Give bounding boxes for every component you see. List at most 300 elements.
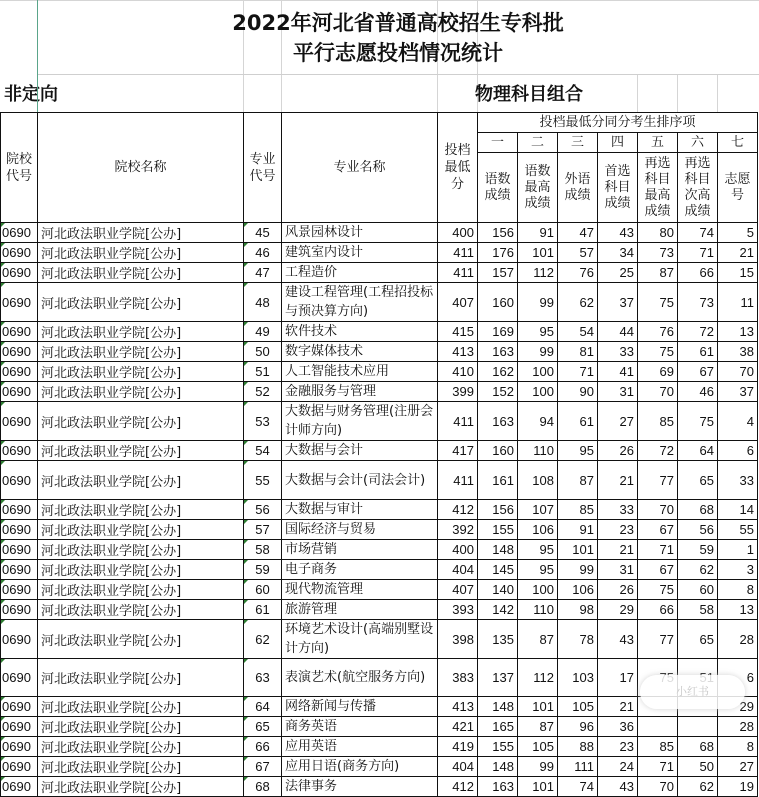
cell-major-name[interactable]: 工程造价 — [282, 263, 438, 283]
cell-tiebreak-3[interactable]: 71 — [558, 362, 598, 382]
cell-tiebreak-4[interactable]: 31 — [598, 382, 638, 402]
cell-tiebreak-6[interactable]: 75 — [678, 402, 718, 441]
cell-tiebreak-2[interactable]: 110 — [518, 600, 558, 620]
cell-min-score[interactable]: 398 — [438, 620, 478, 659]
cell-tiebreak-3[interactable]: 96 — [558, 717, 598, 737]
cell-major-name[interactable]: 旅游管理 — [282, 600, 438, 620]
cell-school-code[interactable]: 0690 — [1, 757, 38, 777]
cell-tiebreak-3[interactable]: 78 — [558, 620, 598, 659]
cell-tiebreak-6[interactable]: 64 — [678, 441, 718, 461]
cell-tiebreak-4[interactable]: 31 — [598, 560, 638, 580]
cell-tiebreak-3[interactable]: 99 — [558, 560, 598, 580]
cell-major-code[interactable]: 45 — [244, 223, 282, 243]
cell-tiebreak-4[interactable]: 41 — [598, 362, 638, 382]
cell-tiebreak-4[interactable]: 23 — [598, 737, 638, 757]
cell-tiebreak-5[interactable]: 85 — [638, 737, 678, 757]
cell-tiebreak-6[interactable]: 65 — [678, 620, 718, 659]
cell-major-name[interactable]: 软件技术 — [282, 322, 438, 342]
header-tiebreak-2[interactable]: 语数最高成绩 — [518, 153, 558, 223]
header-tiebreak-3[interactable]: 外语成绩 — [558, 153, 598, 223]
cell-major-code[interactable]: 56 — [244, 500, 282, 520]
cell-tiebreak-2[interactable]: 99 — [518, 757, 558, 777]
cell-tiebreak-2[interactable]: 94 — [518, 402, 558, 441]
cell-min-score[interactable]: 412 — [438, 500, 478, 520]
cell-tiebreak-2[interactable]: 95 — [518, 560, 558, 580]
cell-school-name[interactable]: 河北政法职业学院[公办] — [38, 697, 244, 717]
cell-tiebreak-3[interactable]: 88 — [558, 737, 598, 757]
header-major-name[interactable]: 专业名称 — [282, 113, 438, 223]
cell-tiebreak-6[interactable]: 68 — [678, 737, 718, 757]
cell-school-code[interactable]: 0690 — [1, 500, 38, 520]
cell-tiebreak-2[interactable]: 106 — [518, 520, 558, 540]
cell-school-code[interactable]: 0690 — [1, 520, 38, 540]
cell-tiebreak-6[interactable]: 66 — [678, 263, 718, 283]
cell-school-name[interactable]: 河北政法职业学院[公办] — [38, 520, 244, 540]
header-order-6[interactable]: 六 — [678, 133, 718, 153]
cell-tiebreak-3[interactable]: 54 — [558, 322, 598, 342]
cell-tiebreak-6[interactable]: 68 — [678, 500, 718, 520]
cell-tiebreak-7[interactable]: 29 — [718, 697, 758, 717]
cell-tiebreak-2[interactable]: 87 — [518, 620, 558, 659]
cell-tiebreak-3[interactable]: 98 — [558, 600, 598, 620]
header-tiebreak-1[interactable]: 语数成绩 — [478, 153, 518, 223]
cell-school-code[interactable]: 0690 — [1, 697, 38, 717]
cell-major-name[interactable]: 商务英语 — [282, 717, 438, 737]
header-order-3[interactable]: 三 — [558, 133, 598, 153]
cell-school-name[interactable]: 河北政法职业学院[公办] — [38, 560, 244, 580]
cell-tiebreak-3[interactable]: 47 — [558, 223, 598, 243]
cell-tiebreak-4[interactable]: 43 — [598, 223, 638, 243]
cell-tiebreak-3[interactable]: 57 — [558, 243, 598, 263]
cell-tiebreak-3[interactable]: 76 — [558, 263, 598, 283]
header-tiebreak-7[interactable]: 志愿号 — [718, 153, 758, 223]
cell-school-name[interactable]: 河北政法职业学院[公办] — [38, 362, 244, 382]
cell-tiebreak-3[interactable]: 106 — [558, 580, 598, 600]
cell-school-name[interactable]: 河北政法职业学院[公办] — [38, 540, 244, 560]
cell-tiebreak-6[interactable]: 71 — [678, 243, 718, 263]
cell-major-code[interactable]: 52 — [244, 382, 282, 402]
cell-tiebreak-2[interactable]: 108 — [518, 461, 558, 500]
cell-major-code[interactable]: 63 — [244, 659, 282, 697]
cell-tiebreak-7[interactable]: 8 — [718, 580, 758, 600]
cell-school-name[interactable]: 河北政法职业学院[公办] — [38, 737, 244, 757]
cell-tiebreak-1[interactable]: 137 — [478, 659, 518, 697]
cell-major-name[interactable]: 人工智能技术应用 — [282, 362, 438, 382]
cell-major-name[interactable]: 风景园林设计 — [282, 223, 438, 243]
cell-major-code[interactable]: 62 — [244, 620, 282, 659]
header-min-score[interactable]: 投档最低分 — [438, 113, 478, 223]
cell-tiebreak-1[interactable]: 176 — [478, 243, 518, 263]
cell-major-name[interactable]: 大数据与审计 — [282, 500, 438, 520]
cell-tiebreak-1[interactable]: 160 — [478, 283, 518, 322]
cell-school-name[interactable]: 河北政法职业学院[公办] — [38, 342, 244, 362]
header-tiebreak-6[interactable]: 再选科目次高成绩 — [678, 153, 718, 223]
cell-tiebreak-3[interactable]: 111 — [558, 757, 598, 777]
cell-tiebreak-7[interactable]: 19 — [718, 777, 758, 797]
cell-school-code[interactable]: 0690 — [1, 223, 38, 243]
cell-tiebreak-1[interactable]: 152 — [478, 382, 518, 402]
cell-tiebreak-3[interactable]: 91 — [558, 520, 598, 540]
cell-tiebreak-1[interactable]: 135 — [478, 620, 518, 659]
cell-min-score[interactable]: 417 — [438, 441, 478, 461]
cell-tiebreak-4[interactable]: 25 — [598, 263, 638, 283]
cell-tiebreak-3[interactable]: 95 — [558, 441, 598, 461]
cell-major-name[interactable]: 电子商务 — [282, 560, 438, 580]
cell-min-score[interactable]: 411 — [438, 461, 478, 500]
cell-tiebreak-3[interactable]: 61 — [558, 402, 598, 441]
cell-tiebreak-5[interactable]: 76 — [638, 322, 678, 342]
cell-min-score[interactable]: 411 — [438, 263, 478, 283]
cell-tiebreak-1[interactable]: 148 — [478, 757, 518, 777]
cell-major-code[interactable]: 54 — [244, 441, 282, 461]
cell-min-score[interactable]: 412 — [438, 777, 478, 797]
cell-tiebreak-5[interactable]: 70 — [638, 777, 678, 797]
cell-tiebreak-7[interactable]: 1 — [718, 540, 758, 560]
cell-school-code[interactable]: 0690 — [1, 382, 38, 402]
cell-major-code[interactable]: 60 — [244, 580, 282, 600]
cell-school-code[interactable]: 0690 — [1, 322, 38, 342]
cell-min-score[interactable]: 413 — [438, 697, 478, 717]
cell-min-score[interactable]: 411 — [438, 243, 478, 263]
cell-tiebreak-2[interactable]: 99 — [518, 283, 558, 322]
cell-tiebreak-4[interactable]: 27 — [598, 402, 638, 441]
cell-major-code[interactable]: 64 — [244, 697, 282, 717]
cell-tiebreak-7[interactable]: 15 — [718, 263, 758, 283]
cell-tiebreak-1[interactable]: 163 — [478, 342, 518, 362]
cell-tiebreak-5[interactable] — [638, 717, 678, 737]
cell-tiebreak-6[interactable]: 74 — [678, 223, 718, 243]
cell-tiebreak-4[interactable]: 44 — [598, 322, 638, 342]
cell-school-name[interactable]: 河北政法职业学院[公办] — [38, 461, 244, 500]
cell-tiebreak-4[interactable]: 26 — [598, 441, 638, 461]
cell-tiebreak-2[interactable]: 91 — [518, 223, 558, 243]
cell-tiebreak-4[interactable]: 33 — [598, 500, 638, 520]
cell-tiebreak-5[interactable]: 72 — [638, 441, 678, 461]
cell-major-code[interactable]: 61 — [244, 600, 282, 620]
cell-min-score[interactable]: 410 — [438, 362, 478, 382]
cell-school-code[interactable]: 0690 — [1, 560, 38, 580]
cell-tiebreak-4[interactable]: 34 — [598, 243, 638, 263]
cell-tiebreak-6[interactable]: 67 — [678, 362, 718, 382]
cell-school-code[interactable]: 0690 — [1, 461, 38, 500]
cell-tiebreak-6[interactable]: 46 — [678, 382, 718, 402]
cell-school-name[interactable]: 河北政法职业学院[公办] — [38, 600, 244, 620]
cell-min-score[interactable]: 407 — [438, 283, 478, 322]
cell-min-score[interactable]: 392 — [438, 520, 478, 540]
cell-tiebreak-5[interactable]: 80 — [638, 223, 678, 243]
cell-school-code[interactable]: 0690 — [1, 362, 38, 382]
cell-tiebreak-7[interactable]: 14 — [718, 500, 758, 520]
cell-school-name[interactable]: 河北政法职业学院[公办] — [38, 283, 244, 322]
cell-tiebreak-7[interactable]: 4 — [718, 402, 758, 441]
header-order-2[interactable]: 二 — [518, 133, 558, 153]
cell-school-code[interactable]: 0690 — [1, 342, 38, 362]
cell-tiebreak-3[interactable]: 103 — [558, 659, 598, 697]
cell-tiebreak-5[interactable]: 75 — [638, 283, 678, 322]
cell-tiebreak-2[interactable]: 101 — [518, 243, 558, 263]
sheet-title[interactable] — [37, 0, 759, 75]
cell-major-name[interactable]: 建设工程管理(工程招投标与预决算方向) — [282, 283, 438, 322]
cell-tiebreak-2[interactable]: 100 — [518, 362, 558, 382]
cell-tiebreak-4[interactable]: 43 — [598, 620, 638, 659]
cell-tiebreak-7[interactable]: 11 — [718, 283, 758, 322]
cell-tiebreak-6[interactable]: 56 — [678, 520, 718, 540]
cell-tiebreak-1[interactable]: 155 — [478, 737, 518, 757]
cell-tiebreak-5[interactable]: 85 — [638, 402, 678, 441]
cell-tiebreak-7[interactable]: 55 — [718, 520, 758, 540]
cell-tiebreak-6[interactable]: 62 — [678, 560, 718, 580]
cell-major-name[interactable]: 网络新闻与传播 — [282, 697, 438, 717]
cell-major-code[interactable]: 65 — [244, 717, 282, 737]
cell-tiebreak-4[interactable]: 26 — [598, 580, 638, 600]
cell-school-code[interactable]: 0690 — [1, 659, 38, 697]
cell-tiebreak-4[interactable]: 21 — [598, 461, 638, 500]
cell-tiebreak-7[interactable]: 21 — [718, 243, 758, 263]
cell-school-code[interactable]: 0690 — [1, 717, 38, 737]
cell-tiebreak-5[interactable]: 70 — [638, 500, 678, 520]
header-major-code[interactable]: 专业代号 — [244, 113, 282, 223]
cell-tiebreak-1[interactable]: 160 — [478, 441, 518, 461]
header-order-1[interactable]: 一 — [478, 133, 518, 153]
cell-tiebreak-1[interactable]: 163 — [478, 402, 518, 441]
cell-school-name[interactable]: 河北政法职业学院[公办] — [38, 757, 244, 777]
cell-tiebreak-7[interactable]: 8 — [718, 737, 758, 757]
cell-tiebreak-6[interactable]: 60 — [678, 580, 718, 600]
cell-tiebreak-5[interactable]: 75 — [638, 580, 678, 600]
cell-min-score[interactable]: 383 — [438, 659, 478, 697]
cell-major-name[interactable]: 数字媒体技术 — [282, 342, 438, 362]
cell-tiebreak-5[interactable]: 77 — [638, 461, 678, 500]
cell-tiebreak-5[interactable]: 73 — [638, 243, 678, 263]
cell-tiebreak-3[interactable]: 101 — [558, 540, 598, 560]
cell-school-code[interactable]: 0690 — [1, 283, 38, 322]
cell-tiebreak-2[interactable]: 87 — [518, 717, 558, 737]
header-order-5[interactable]: 五 — [638, 133, 678, 153]
cell-major-name[interactable]: 应用日语(商务方向) — [282, 757, 438, 777]
cell-tiebreak-7[interactable]: 6 — [718, 441, 758, 461]
cell-tiebreak-2[interactable]: 110 — [518, 441, 558, 461]
cell-tiebreak-6[interactable]: 50 — [678, 757, 718, 777]
cell-major-code[interactable]: 47 — [244, 263, 282, 283]
cell-min-score[interactable]: 400 — [438, 540, 478, 560]
cell-school-name[interactable]: 河北政法职业学院[公办] — [38, 402, 244, 441]
cell-tiebreak-4[interactable]: 24 — [598, 757, 638, 777]
cell-major-code[interactable]: 51 — [244, 362, 282, 382]
cell-school-name[interactable]: 河北政法职业学院[公办] — [38, 500, 244, 520]
cell-tiebreak-5[interactable]: 69 — [638, 362, 678, 382]
cell-major-name[interactable]: 金融服务与管理 — [282, 382, 438, 402]
cell-min-score[interactable]: 419 — [438, 737, 478, 757]
cell-tiebreak-7[interactable]: 28 — [718, 620, 758, 659]
cell-school-name[interactable]: 河北政法职业学院[公办] — [38, 223, 244, 243]
cell-tiebreak-6[interactable]: 72 — [678, 322, 718, 342]
cell-major-name[interactable]: 表演艺术(航空服务方向) — [282, 659, 438, 697]
cell-school-name[interactable]: 河北政法职业学院[公办] — [38, 382, 244, 402]
cell-tiebreak-3[interactable]: 62 — [558, 283, 598, 322]
cell-tiebreak-1[interactable]: 163 — [478, 777, 518, 797]
cell-major-code[interactable]: 68 — [244, 777, 282, 797]
cell-tiebreak-7[interactable]: 6 — [718, 659, 758, 697]
cell-tiebreak-7[interactable]: 3 — [718, 560, 758, 580]
cell-tiebreak-6[interactable]: 59 — [678, 540, 718, 560]
cell-tiebreak-7[interactable]: 70 — [718, 362, 758, 382]
cell-min-score[interactable]: 404 — [438, 757, 478, 777]
cell-tiebreak-1[interactable]: 145 — [478, 560, 518, 580]
cell-tiebreak-1[interactable]: 156 — [478, 500, 518, 520]
cell-school-code[interactable]: 0690 — [1, 600, 38, 620]
cell-major-code[interactable]: 49 — [244, 322, 282, 342]
cell-major-name[interactable]: 建筑室内设计 — [282, 243, 438, 263]
cell-tiebreak-6[interactable]: 58 — [678, 600, 718, 620]
cell-tiebreak-1[interactable]: 162 — [478, 362, 518, 382]
cell-major-code[interactable]: 58 — [244, 540, 282, 560]
cell-tiebreak-4[interactable]: 23 — [598, 520, 638, 540]
cell-tiebreak-4[interactable]: 21 — [598, 540, 638, 560]
cell-tiebreak-5[interactable]: 87 — [638, 263, 678, 283]
cell-major-name[interactable]: 国际经济与贸易 — [282, 520, 438, 540]
cell-min-score[interactable]: 399 — [438, 382, 478, 402]
cell-min-score[interactable]: 404 — [438, 560, 478, 580]
cell-major-name[interactable]: 市场营销 — [282, 540, 438, 560]
cell-major-code[interactable]: 66 — [244, 737, 282, 757]
cell-tiebreak-1[interactable]: 157 — [478, 263, 518, 283]
cell-tiebreak-3[interactable]: 90 — [558, 382, 598, 402]
cell-tiebreak-3[interactable]: 81 — [558, 342, 598, 362]
cell-tiebreak-5[interactable]: 67 — [638, 560, 678, 580]
cell-tiebreak-7[interactable]: 37 — [718, 382, 758, 402]
cell-major-name[interactable]: 大数据与会计(司法会计) — [282, 461, 438, 500]
cell-tiebreak-4[interactable]: 21 — [598, 697, 638, 717]
cell-major-code[interactable]: 67 — [244, 757, 282, 777]
cell-tiebreak-7[interactable]: 27 — [718, 757, 758, 777]
cell-school-code[interactable]: 0690 — [1, 737, 38, 757]
cell-tiebreak-2[interactable]: 112 — [518, 263, 558, 283]
cell-tiebreak-7[interactable]: 13 — [718, 600, 758, 620]
cell-tiebreak-2[interactable]: 101 — [518, 777, 558, 797]
cell-school-code[interactable]: 0690 — [1, 580, 38, 600]
header-tiebreak-5[interactable]: 再选科目最高成绩 — [638, 153, 678, 223]
cell-tiebreak-4[interactable]: 36 — [598, 717, 638, 737]
cell-min-score[interactable]: 411 — [438, 402, 478, 441]
cell-tiebreak-2[interactable]: 112 — [518, 659, 558, 697]
cell-school-name[interactable]: 河北政法职业学院[公办] — [38, 659, 244, 697]
cell-tiebreak-2[interactable]: 107 — [518, 500, 558, 520]
cell-tiebreak-2[interactable]: 105 — [518, 737, 558, 757]
cell-tiebreak-5[interactable]: 71 — [638, 540, 678, 560]
cell-school-name[interactable]: 河北政法职业学院[公办] — [38, 243, 244, 263]
cell-tiebreak-1[interactable]: 148 — [478, 697, 518, 717]
cell-tiebreak-3[interactable]: 74 — [558, 777, 598, 797]
cell-school-code[interactable]: 0690 — [1, 540, 38, 560]
header-order-7[interactable]: 七 — [718, 133, 758, 153]
cell-school-name[interactable]: 河北政法职业学院[公办] — [38, 717, 244, 737]
cell-tiebreak-1[interactable]: 161 — [478, 461, 518, 500]
cell-tiebreak-7[interactable]: 13 — [718, 322, 758, 342]
cell-major-code[interactable]: 48 — [244, 283, 282, 322]
cell-tiebreak-4[interactable]: 29 — [598, 600, 638, 620]
cell-min-score[interactable]: 415 — [438, 322, 478, 342]
cell-min-score[interactable]: 421 — [438, 717, 478, 737]
cell-major-code[interactable]: 55 — [244, 461, 282, 500]
cell-tiebreak-7[interactable]: 38 — [718, 342, 758, 362]
header-school-name[interactable]: 院校名称 — [38, 113, 244, 223]
cell-min-score[interactable]: 400 — [438, 223, 478, 243]
cell-tiebreak-1[interactable]: 140 — [478, 580, 518, 600]
cell-tiebreak-6[interactable]: 62 — [678, 777, 718, 797]
cell-tiebreak-3[interactable]: 87 — [558, 461, 598, 500]
cell-major-name[interactable]: 法律事务 — [282, 777, 438, 797]
cell-tiebreak-7[interactable]: 33 — [718, 461, 758, 500]
cell-major-code[interactable]: 50 — [244, 342, 282, 362]
section-label-non-directed[interactable]: 非定向 — [4, 84, 58, 105]
cell-school-code[interactable]: 0690 — [1, 402, 38, 441]
cell-tiebreak-6[interactable]: 61 — [678, 342, 718, 362]
cell-min-score[interactable]: 407 — [438, 580, 478, 600]
cell-tiebreak-5[interactable]: 71 — [638, 757, 678, 777]
cell-school-name[interactable]: 河北政法职业学院[公办] — [38, 441, 244, 461]
cell-min-score[interactable]: 393 — [438, 600, 478, 620]
cell-tiebreak-7[interactable]: 28 — [718, 717, 758, 737]
cell-tiebreak-5[interactable]: 66 — [638, 600, 678, 620]
cell-tiebreak-1[interactable]: 142 — [478, 600, 518, 620]
cell-school-code[interactable]: 0690 — [1, 441, 38, 461]
cell-school-name[interactable]: 河北政法职业学院[公办] — [38, 263, 244, 283]
cell-tiebreak-6[interactable]: 73 — [678, 283, 718, 322]
cell-major-code[interactable]: 59 — [244, 560, 282, 580]
cell-school-code[interactable]: 0690 — [1, 777, 38, 797]
cell-tiebreak-6[interactable] — [678, 717, 718, 737]
cell-tiebreak-2[interactable]: 101 — [518, 697, 558, 717]
cell-school-code[interactable]: 0690 — [1, 620, 38, 659]
cell-tiebreak-1[interactable]: 156 — [478, 223, 518, 243]
cell-school-name[interactable]: 河北政法职业学院[公办] — [38, 322, 244, 342]
cell-tiebreak-5[interactable]: 70 — [638, 382, 678, 402]
cell-major-name[interactable]: 环境艺术设计(高端别墅设计方向) — [282, 620, 438, 659]
cell-school-name[interactable]: 河北政法职业学院[公办] — [38, 580, 244, 600]
cell-school-name[interactable]: 河北政法职业学院[公办] — [38, 777, 244, 797]
cell-tiebreak-3[interactable]: 105 — [558, 697, 598, 717]
cell-major-name[interactable]: 大数据与会计 — [282, 441, 438, 461]
cell-major-name[interactable]: 现代物流管理 — [282, 580, 438, 600]
cell-tiebreak-5[interactable]: 75 — [638, 342, 678, 362]
cell-school-name[interactable]: 河北政法职业学院[公办] — [38, 620, 244, 659]
header-school-code[interactable]: 院校代号 — [1, 113, 38, 223]
cell-major-name[interactable]: 大数据与财务管理(注册会计师方向) — [282, 402, 438, 441]
cell-min-score[interactable]: 413 — [438, 342, 478, 362]
section-label-physics-combo[interactable]: 物理科目组合 — [475, 84, 583, 105]
cell-tiebreak-2[interactable]: 95 — [518, 540, 558, 560]
cell-tiebreak-4[interactable]: 33 — [598, 342, 638, 362]
cell-tiebreak-1[interactable]: 155 — [478, 520, 518, 540]
cell-tiebreak-4[interactable]: 43 — [598, 777, 638, 797]
cell-tiebreak-1[interactable]: 169 — [478, 322, 518, 342]
cell-tiebreak-5[interactable]: 77 — [638, 620, 678, 659]
cell-tiebreak-4[interactable]: 17 — [598, 659, 638, 697]
cell-major-code[interactable]: 46 — [244, 243, 282, 263]
cell-tiebreak-2[interactable]: 95 — [518, 322, 558, 342]
header-tiebreak-4[interactable]: 首选科目成绩 — [598, 153, 638, 223]
cell-tiebreak-1[interactable]: 165 — [478, 717, 518, 737]
cell-major-name[interactable]: 应用英语 — [282, 737, 438, 757]
cell-major-code[interactable]: 57 — [244, 520, 282, 540]
cell-school-code[interactable]: 0690 — [1, 263, 38, 283]
header-tiebreak-group[interactable]: 投档最低分同分考生排序项 — [478, 113, 758, 133]
cell-tiebreak-2[interactable]: 100 — [518, 580, 558, 600]
cell-tiebreak-2[interactable]: 100 — [518, 382, 558, 402]
cell-tiebreak-5[interactable]: 67 — [638, 520, 678, 540]
cell-major-code[interactable]: 53 — [244, 402, 282, 441]
cell-tiebreak-1[interactable]: 148 — [478, 540, 518, 560]
